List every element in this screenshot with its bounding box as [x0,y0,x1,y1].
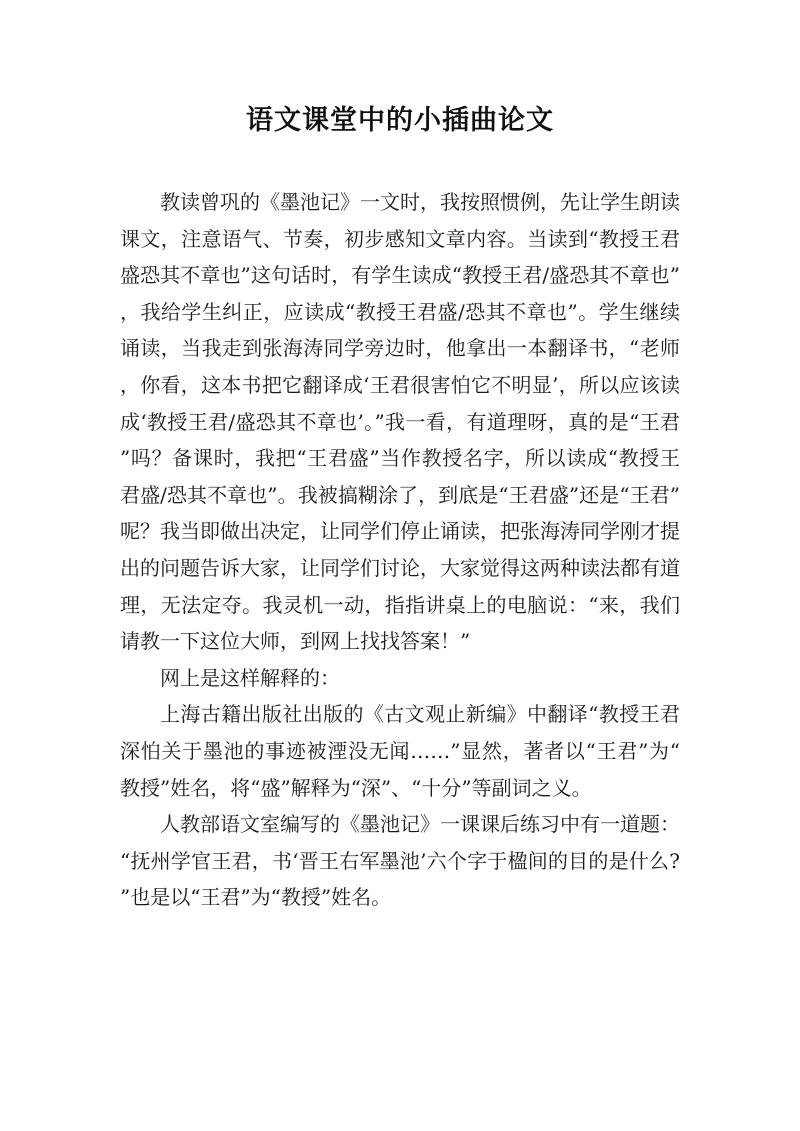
paragraph-4: 人教部语文室编写的《墨池记》一课课后练习中有一道题：“抚州学官王君，书‘晋王右军墨池’六个字于楹间的目的是什么?”也是以“王君”为“教授”姓名。 [120,812,680,910]
paragraph-3: 上海古籍出版社出版的《古文观止新编》中翻译“教授王君深怕关于墨池的事迹被湮没无闻……”显然，著者以“王君”为“教授”姓名，将“盛”解释为“深”、“十分”等副词之义。 [120,702,680,800]
paragraph-1: 教读曾巩的《墨池记》一文时，我按照惯例，先让学生朗读课文，注意语气、节奏，初步感知文章内容。当读到“教授王君盛恐其不章也”这句话时，有学生读成“教授王君/盛恐其不章也”，我给学生纠正，应读成“教授王君盛/恐其不章也”。学生继续诵读，当我走到张海涛同学旁边时，他拿出一本翻译书，“老师，你看，这本书把它翻译成‘王君很害怕它不明显’，所以应该读成‘教授王君/盛恐其不章也’。”我一看，有道理呀，真的是“王君”吗？备课时，我把“王君盛”当作教授名字，所以读成“教授王君盛/恐其不章也”。我被搞糊涂了，到底是“王君盛”还是“王君”呢？我当即做出决定，让同学们停止诵读，把张海涛同学刚才提出的问题告诉大家，让同学们讨论，大家觉得这两种读法都有道理，无法定夺。我灵机一动，指指讲桌上的电脑说：“来，我们请教一下这位大师，到网上找找答案！” [120,190,680,654]
document-body [120,184,680,916]
document-title: 语文课堂中的小插曲论文 [246,105,554,136]
paragraph-2: 网上是这样解释的： [160,665,340,690]
